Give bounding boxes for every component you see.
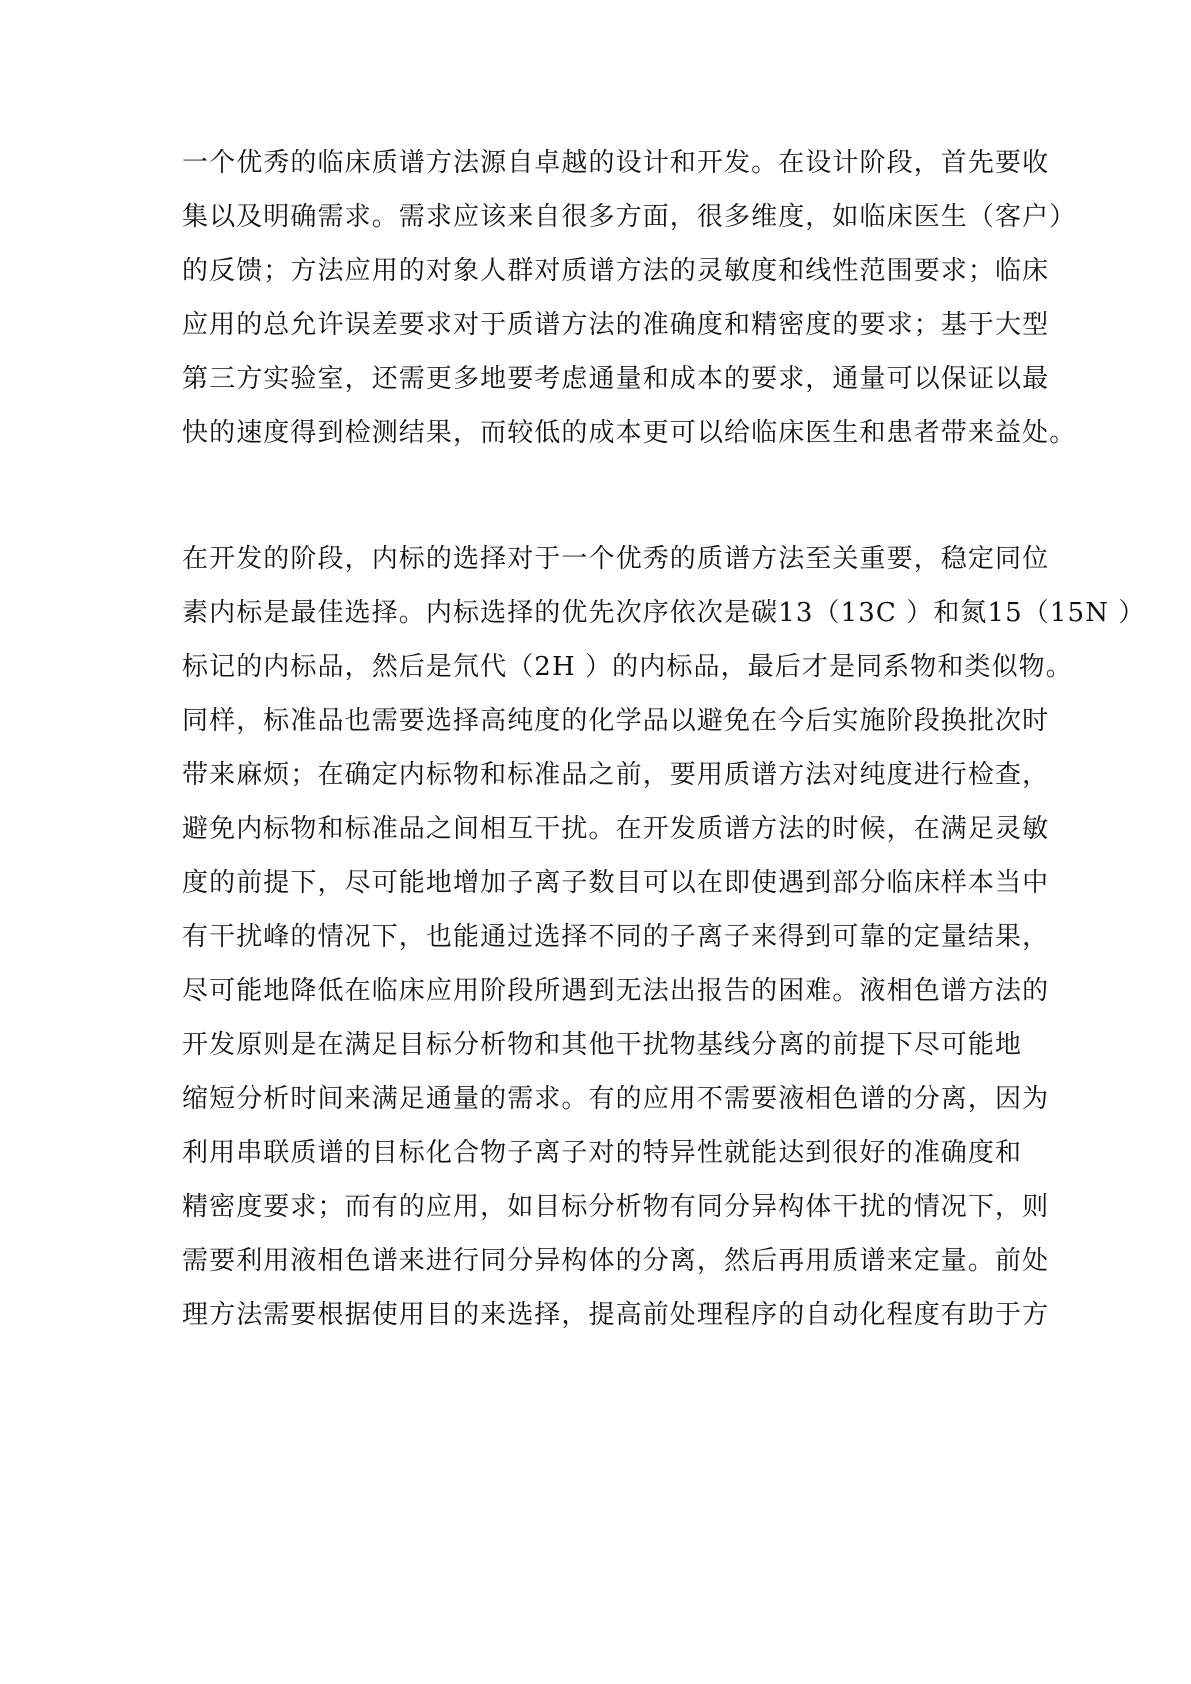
text-line: 的反馈；方法应用的对象人群对质谱方法的灵敏度和线性范围要求；临床 xyxy=(182,256,1050,286)
text-line: 快的速度得到检测结果，而较低的成本更可以给临床医生和患者带来益处。 xyxy=(182,418,1077,448)
text-line: 有干扰峰的情况下，也能通过选择不同的子离子来得到可靠的定量结果， xyxy=(182,922,1050,952)
text-line: 在开发的阶段，内标的选择对于一个优秀的质谱方法至关重要，稳定同位 xyxy=(182,544,1050,574)
text-line: 利用串联质谱的目标化合物子离子对的特异性就能达到很好的准确度和 xyxy=(182,1138,1023,1168)
text-line: 标记的内标品，然后是氘代（2H ）的内标品，最后才是同系物和类似物。 xyxy=(182,652,1073,682)
text-line: 精密度要求；而有的应用，如目标分析物有同分异构体干扰的情况下，则 xyxy=(182,1192,1050,1222)
text-line: 开发原则是在满足目标分析物和其他干扰物基线分离的前提下尽可能地 xyxy=(182,1030,1023,1060)
text-line: 需要利用液相色谱来进行同分异构体的分离，然后再用质谱来定量。前处 xyxy=(182,1246,1050,1276)
text-line: 第三方实验室，还需更多地要考虑通量和成本的要求，通量可以保证以最 xyxy=(182,364,1050,394)
text-line: 集以及明确需求。需求应该来自很多方面，很多维度，如临床医生（客户） xyxy=(182,202,1077,232)
text-line: 缩短分析时间来满足通量的需求。有的应用不需要液相色谱的分离，因为 xyxy=(182,1084,1050,1114)
text-line: 带来麻烦；在确定内标物和标准品之前，要用质谱方法对纯度进行检查， xyxy=(182,760,1050,790)
text-line: 素内标是最佳选择。内标选择的优先次序依次是碳13（13C ）和氮15（15N ） xyxy=(182,598,1146,628)
text-line: 避免内标物和标准品之间相互干扰。在开发质谱方法的时候，在满足灵敏 xyxy=(182,814,1050,844)
text-line: 同样，标准品也需要选择高纯度的化学品以避免在今后实施阶段换批次时 xyxy=(182,706,1050,736)
text-line: 度的前提下，尽可能地增加子离子数目可以在即使遇到部分临床样本当中 xyxy=(182,868,1050,898)
text-line: 应用的总允许误差要求对于质谱方法的准确度和精密度的要求；基于大型 xyxy=(182,310,1050,340)
text-line: 尽可能地降低在临床应用阶段所遇到无法出报告的困难。液相色谱方法的 xyxy=(182,976,1050,1006)
text-line: 一个优秀的临床质谱方法源自卓越的设计和开发。在设计阶段，首先要收 xyxy=(182,148,1050,178)
text-line: 理方法需要根据使用目的来选择，提高前处理程序的自动化程度有助于方 xyxy=(182,1300,1050,1330)
